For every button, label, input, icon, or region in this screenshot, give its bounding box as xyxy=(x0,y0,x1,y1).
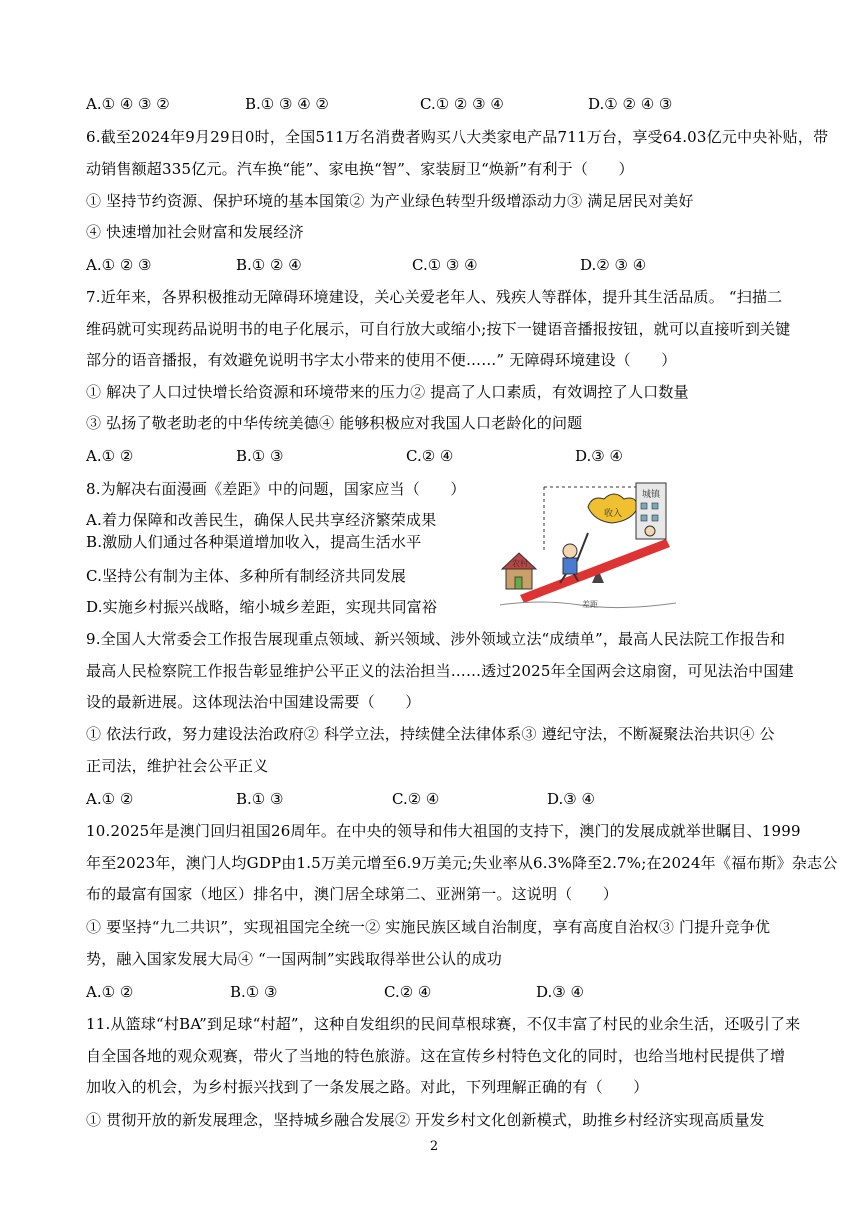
q10-stem-line-3: 布的最富有国家（地区）排名中，澳门居全球第二、亚洲第一。这说明（ ） xyxy=(86,885,619,903)
q7-stem-line-1: 7.近年来，各界积极推动无障碍环境建设，关心关爱老年人、残疾人等群体，提升其生活品质。 “扫描二 xyxy=(86,288,783,306)
cartoon-city-label: 城镇 xyxy=(642,490,661,500)
q7-option-a: A.① ② xyxy=(86,447,134,465)
q8-option-a: A.着力保障和改善民生，确保人民共享经济繁荣成果 xyxy=(86,511,437,529)
q8-stem: 8.为解决右面漫画《差距》中的问题，国家应当（ ） xyxy=(86,480,466,498)
q7-option-c: C.② ④ xyxy=(406,447,454,465)
cartoon-caption: 差距 xyxy=(582,600,598,609)
q6-items-line-1: ① 坚持节约资源、保护环境的基本国策② 为产业绿色转型升级增添动力③ 满足居民对美好 xyxy=(86,192,694,210)
q6-option-a: A.① ② ③ xyxy=(86,256,152,274)
cartoon-gap-illustration xyxy=(500,473,676,609)
q11-stem-line-1: 11.从篮球“村BA”到足球“村超”，这种自发组织的民间草根球赛，不仅丰富了村民的业余生活，还吸引了来 xyxy=(86,1015,801,1033)
q9-option-d: D.③ ④ xyxy=(547,790,595,808)
q10-option-b: B.① ③ xyxy=(230,983,278,1001)
q5-option-a: A.① ④ ③ ② xyxy=(86,95,170,113)
q9-items-line-1: ① 依法行政，努力建设法治政府② 科学立法，持续健全法律体系③ 遵纪守法，不断凝聚法治共识④ 公 xyxy=(86,725,775,743)
cartoon-income-label: 收入 xyxy=(604,509,623,519)
q6-option-c: C.① ③ ④ xyxy=(412,256,478,274)
q8-option-b: B.激励人们通过各种渠道增加收入，提高生活水平 xyxy=(86,533,422,551)
q6-stem-line-1: 6.截至2024年9月29日0时，全国511万名消费者购买八大类家电产品711万台，享受64.03亿元中央补贴，带 xyxy=(86,128,829,146)
q11-stem-line-3: 加收入的机会，为乡村振兴找到了一条发展之路。对此，下列理解正确的有（ ） xyxy=(86,1078,649,1096)
q7-option-b: B.① ③ xyxy=(236,447,284,465)
q7-stem-line-3: 部分的语音播报，有效避免说明书字太小带来的使用不便……” 无障碍环境建设（ ） xyxy=(86,351,677,369)
q8-option-c: C.坚持公有制为主体、多种所有制经济共同发展 xyxy=(86,567,407,585)
q7-items-line-1: ① 解决了人口过快增长给资源和环境带来的压力② 提高了人口素质，有效调控了人口数量 xyxy=(86,383,689,401)
q5-option-c: C.① ② ③ ④ xyxy=(420,95,504,113)
q9-option-b: B.① ③ xyxy=(236,790,284,808)
page-number: 2 xyxy=(429,1139,439,1154)
q10-option-c: C.② ④ xyxy=(384,983,432,1001)
q9-option-a: A.① ② xyxy=(86,790,134,808)
q9-items-line-2: 正司法，维护社会公平正义 xyxy=(86,757,269,775)
q10-items-line-2: 势，融入国家发展大局④ “一国两制”实践取得举世公认的成功 xyxy=(86,950,502,968)
q9-option-c: C.② ④ xyxy=(392,790,440,808)
q10-option-d: D.③ ④ xyxy=(536,983,584,1001)
q7-stem-line-2: 维码就可实现药品说明书的电子化展示，可自行放大或缩小;按下一键语音播报按钮，就可以直接听到关键 xyxy=(86,320,791,338)
q11-stem-line-2: 自全国各地的观众观赛，带火了当地的特色旅游。这在宣传乡村特色文化的同时，也给当地村民提供了增 xyxy=(86,1047,786,1065)
q9-stem-line-3: 设的最新进展。这体现法治中国建设需要（ ） xyxy=(86,693,421,711)
q6-items-line-2: ④ 快速增加社会财富和发展经济 xyxy=(86,223,304,241)
q10-option-a: A.① ② xyxy=(86,983,134,1001)
q6-option-b: B.① ② ④ xyxy=(236,256,302,274)
q5-option-d: D.① ② ④ ③ xyxy=(588,95,673,113)
q6-stem-line-2: 动销售额超335亿元。汽车换“能”、家电换“智”、家装厨卫“焕新”有利于（ ） xyxy=(86,160,634,178)
q5-option-b: B.① ③ ④ ② xyxy=(245,95,329,113)
cartoon-village-label: 农村 xyxy=(512,559,528,568)
q10-items-line-1: ① 要坚持“九二共识”，实现祖国完全统一② 实施民族区域自治制度，享有高度自治权③ 门提升竞争优 xyxy=(86,918,771,936)
q10-stem-line-2: 年至2023年，澳门人均GDP由1.5万美元增至6.9万美元;失业率从6.3%降至2.7%;在2024年《福布斯》杂志公 xyxy=(86,854,838,872)
q6-option-d: D.② ③ ④ xyxy=(580,256,647,274)
q10-stem-line-1: 10.2025年是澳门回归祖国26周年。在中央的领导和伟大祖国的支持下，澳门的发展成就举世瞩目、1999 xyxy=(86,822,801,840)
q7-option-d: D.③ ④ xyxy=(575,447,623,465)
q7-items-line-2: ③ 弘扬了敬老助老的中华传统美德④ 能够积极应对我国人口老龄化的问题 xyxy=(86,414,583,432)
q9-stem-line-1: 9.全国人大常委会工作报告展现重点领域、新兴领域、涉外领域立法“成绩单”，最高人民法院工作报告和 xyxy=(86,630,786,648)
q8-option-d: D.实施乡村振兴战略，缩小城乡差距，实现共同富裕 xyxy=(86,598,438,616)
q11-items-line-1: ① 贯彻开放的新发展理念，坚持城乡融合发展② 开发乡村文化创新模式，助推乡村经济实现高质量发 xyxy=(86,1111,765,1129)
q9-stem-line-2: 最高人民检察院工作报告彰显维护公平正义的法治担当……透过2025年全国两会这扇窗，可见法治中国建 xyxy=(86,662,794,680)
